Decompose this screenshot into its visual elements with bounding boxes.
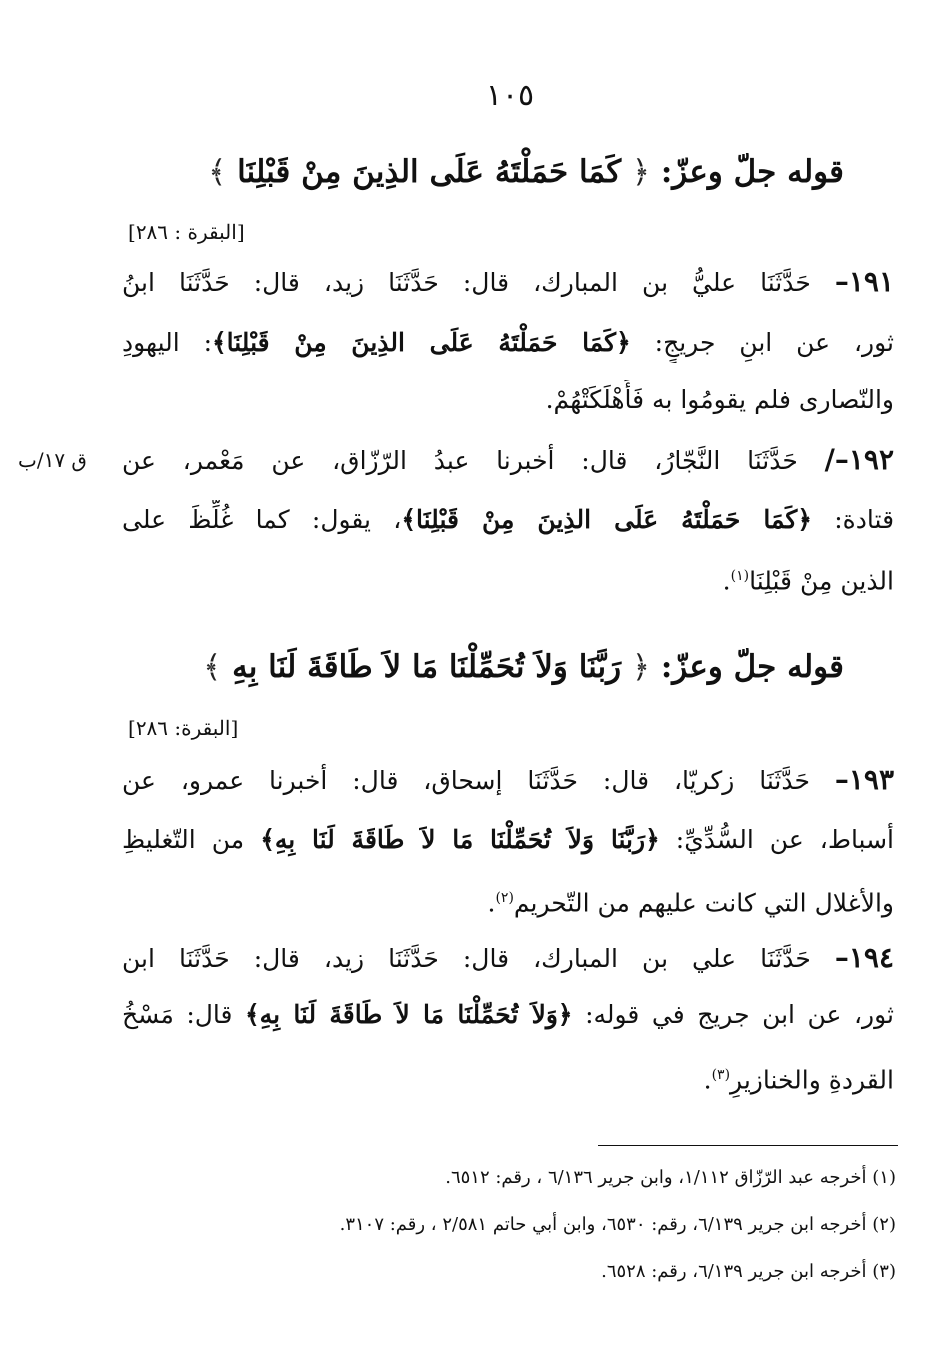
- ornate-bracket-close-icon: ﴾: [203, 649, 222, 685]
- hadith-194-line-3: [122, 1055, 894, 1100]
- footnote-3: (٣) أخرجه ابن جرير ٦/١٣٩، رقم: ٦٥٢٨.: [601, 1261, 896, 1282]
- surah-reference: [البقرة : ٢٨٦]: [128, 220, 245, 244]
- footnote-marker: (١): [730, 568, 750, 584]
- hadith-text: أسباط، عن السُّدِّيِّ:: [675, 825, 894, 854]
- hadith-text: حَدَّثَنَا زكريّا، قال: حَدَّثَنَا إسحاق، قال: أخبرنا عمرو، عن: [122, 766, 810, 795]
- hadith-text: .: [722, 566, 731, 596]
- hadith-text: ، يقول: كما غُلِّظَ على: [122, 505, 402, 534]
- hadith-191-line-2: [122, 323, 894, 363]
- footnote-divider: [598, 1145, 898, 1146]
- hadith-text: : اليهودِ: [122, 328, 212, 357]
- hadith-text: قال: مَسْخُ: [122, 1000, 233, 1029]
- hadith-194-line-1: [122, 938, 894, 979]
- hadith-text: القردةِ والخنازيرِ: [730, 1065, 894, 1095]
- hadith-191-line-3: [122, 380, 894, 420]
- hadith-191-line-1: [122, 262, 894, 303]
- hadith-text: من التّغليظِ: [122, 825, 245, 854]
- quran-quote: ﴿كَمَا حَمَلْتَهُ عَلَى الذِينَ مِنْ قَبْلِنَا﴾: [401, 505, 812, 534]
- hadith-number: ١٩٣–: [834, 763, 894, 796]
- surah-reference: [البقرة: ٢٨٦]: [128, 716, 239, 740]
- heading-prefix: قوله جلّ وعزّ:: [660, 649, 844, 685]
- ornate-bracket-open-icon: ﴿: [631, 154, 651, 190]
- quran-quote: ﴿كَمَا حَمَلْتَهُ عَلَى الذِينَ مِنْ قَبْلِنَا﴾: [212, 328, 631, 357]
- hadith-text: والنّصارى فلم يقومُوا به فَأَهْلَكَتْهُمْ.: [545, 385, 894, 414]
- quran-quote: ﴿وَلاَ تُحَمِّلْنَا مَا لاَ طَاقَةَ لَنَا بِهِ﴾: [245, 1000, 573, 1029]
- page-number: ١٠٥: [485, 78, 535, 113]
- ornate-bracket-close-icon: ﴾: [208, 154, 227, 190]
- footnote-2: (٢) أخرجه ابن جرير ٦/١٣٩، رقم: ٦٥٣٠، وابن أبي حاتم ٢/٥٨١ ، رقم: ٣١٠٧.: [339, 1214, 896, 1235]
- heading-verse: رَبَّنَا وَلاَ تُحَمِّلْنَا مَا لاَ طَاقَةَ لَنَا بِهِ: [232, 649, 622, 685]
- section-heading-1: [144, 150, 844, 194]
- heading-prefix: قوله جلّ وعزّ:: [660, 154, 844, 190]
- footnote-marker: (٣): [711, 1067, 731, 1083]
- hadith-194-line-2: [122, 995, 894, 1035]
- footnote-marker: (٢): [495, 890, 514, 906]
- hadith-text: حَدَّثَنَا النَّجّارُ، قال: أخبرنا عبدُ الرّزّاق، عن مَعْمر، عن: [122, 446, 798, 475]
- hadith-text: .: [487, 888, 496, 918]
- hadith-text: الذين مِنْ قَبْلِنَا: [749, 566, 894, 596]
- hadith-text: حَدَّثَنَا عليُّ بن المبارك، قال: حَدَّثَنَا زيد، قال: حَدَّثَنَا ابنُ: [122, 268, 811, 297]
- hadith-text: ثور، عن ابن جريج في قوله:: [585, 1000, 894, 1029]
- hadith-text: حَدَّثَنَا علي بن المبارك، قال: حَدَّثَنَا زيد، قال: حَدَّثَنَا ابن: [122, 944, 811, 973]
- hadith-193-line-2: [122, 820, 894, 860]
- heading-verse: كَمَا حَمَلْتَهُ عَلَى الذِينَ مِنْ قَبْلِنَا: [237, 154, 622, 190]
- hadith-192-line-3: [122, 556, 894, 601]
- hadith-text: قتادة:: [834, 505, 894, 534]
- hadith-193-line-1: [122, 760, 894, 801]
- ornate-bracket-open-icon: ﴿: [631, 649, 651, 685]
- quran-quote: ﴿رَبَّنَا وَلاَ تُحَمِّلْنَا مَا لاَ طَاقَةَ لَنَا بِهِ﴾: [260, 825, 660, 854]
- hadith-number: ١٩٤–: [834, 941, 894, 974]
- manuscript-folio-note: ق ١٧/ب: [18, 448, 87, 472]
- hadith-text: ثور، عن ابنِ جريجٍ:: [654, 328, 894, 357]
- footnote-1: (١) أخرجه عبد الرّزّاق ١/١١٢، وابن جرير ٦/١٣٦ ، رقم: ٦٥١٢.: [445, 1167, 896, 1188]
- hadith-text: .: [703, 1065, 712, 1095]
- hadith-text: والأغلال التي كانت عليهم من التّحريم: [513, 888, 894, 918]
- hadith-193-line-3: [122, 878, 894, 923]
- hadith-192-line-2: [122, 500, 894, 540]
- hadith-number: ١٩٢–/: [824, 443, 894, 476]
- hadith-192-line-1: [122, 440, 894, 481]
- hadith-number: ١٩١–: [834, 265, 894, 298]
- section-heading-2: [144, 645, 844, 689]
